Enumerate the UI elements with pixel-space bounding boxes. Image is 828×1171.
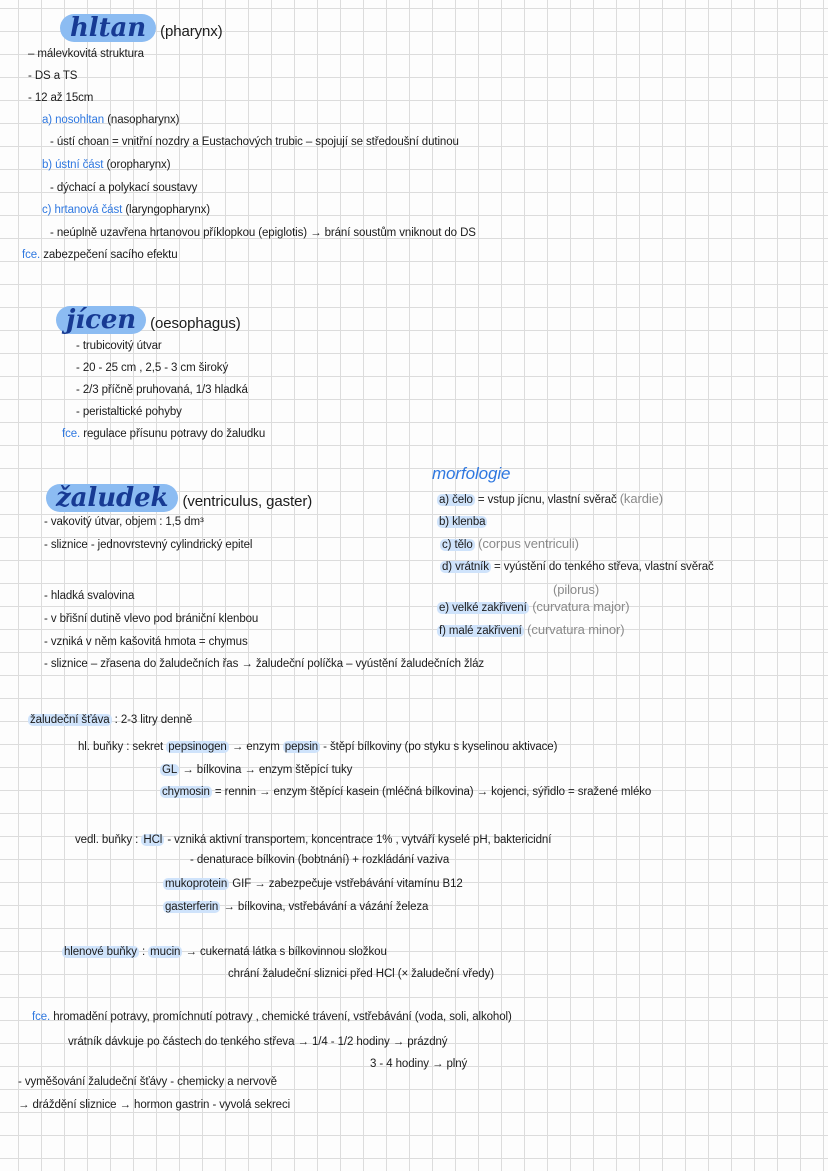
note-text: = vstup jícnu, vlastní svěrač	[474, 494, 620, 506]
note-line	[163, 899, 428, 915]
highlighted-term: e) velké zakřivení	[439, 602, 527, 614]
highlighted-term: HCl	[143, 834, 163, 846]
note-text: → cukernatá látka s bílkovinnou složkou	[182, 946, 387, 958]
section-title: hltan	[60, 14, 156, 42]
highlighted-term: chymosin	[162, 786, 210, 798]
note-line	[437, 491, 663, 508]
latin-term: (pilorus)	[553, 582, 600, 597]
blue-label: fce.	[32, 1011, 51, 1023]
note-line	[18, 1097, 290, 1113]
section-title: žaludek	[46, 484, 178, 512]
note-line	[370, 1056, 467, 1072]
note-line	[42, 157, 170, 173]
blue-label: fce.	[22, 249, 41, 261]
note-line	[50, 134, 459, 150]
highlighted-term: mucin	[150, 946, 181, 958]
latin-title: (pharynx)	[156, 23, 223, 40]
note-text: - hladká svalovina	[44, 590, 135, 602]
note-line	[62, 944, 387, 960]
note-line	[160, 762, 352, 778]
note-line	[60, 14, 223, 42]
note-text: – málevkovitá struktura	[28, 48, 144, 60]
note-text: - 20 - 25 cm , 2,5 - 3 cm široký	[76, 362, 229, 374]
note-text: vedl. buňky :	[75, 834, 142, 846]
note-text: - štěpí bílkoviny (po styku s kyselinou aktivace)	[320, 741, 558, 753]
section-title: jícen	[56, 306, 146, 334]
note-text: = vyústění do tenkého střeva, vlastní svěrač	[490, 561, 714, 573]
highlighted-term: GL	[162, 764, 178, 776]
blue-label: c) hrtanová část	[42, 204, 123, 216]
note-line	[440, 559, 714, 575]
note-text: - vyměšování žaludeční šťávy - chemicky a nervově	[18, 1076, 277, 1088]
note-line	[76, 360, 228, 376]
note-line	[44, 634, 248, 650]
highlighted-term: pepsinogen	[168, 741, 227, 753]
note-line	[44, 611, 258, 627]
note-line	[62, 426, 265, 442]
note-text: - neúplně uzavřena hrtanovou příklopkou (epiglotis) → brání soustům vniknout do DS	[50, 227, 476, 239]
highlighted-term: a) čelo	[439, 494, 473, 506]
note-line	[28, 68, 77, 84]
note-text: - 12 až 15cm	[28, 92, 94, 104]
note-line	[42, 112, 179, 128]
note-line	[28, 712, 192, 728]
note-line	[437, 599, 629, 616]
note-text: - vzniká v něm kašovitá hmota = chymus	[44, 636, 248, 648]
note-text: regulace přísunu potravy do žaludku	[80, 428, 266, 440]
note-text: → bílkovina, vstřebávání a vázání železa	[220, 901, 429, 913]
blue-label: b) ústní část	[42, 159, 104, 171]
highlighted-term: žaludeční šťáva	[30, 714, 110, 726]
subheading: morfologie	[432, 464, 511, 483]
note-line	[437, 514, 487, 530]
blue-label: a) nosohltan	[42, 114, 105, 126]
note-text: → dráždění sliznice → hormon gastrin - vyvolá sekreci	[18, 1099, 291, 1111]
note-text: (nasopharynx)	[104, 114, 180, 126]
note-text: zabezpečení sacího efektu	[40, 249, 178, 261]
note-line	[42, 202, 210, 218]
note-text: (oropharynx)	[103, 159, 171, 171]
note-text: chrání žaludeční sliznici před HCl (× žaludeční vředy)	[228, 968, 494, 980]
note-line	[28, 46, 144, 62]
latin-title: (ventriculus, gaster)	[178, 493, 313, 510]
highlighted-term: b) klenba	[439, 516, 486, 528]
note-text: GIF → zabezpečuje vstřebávání vitamínu B12	[229, 878, 463, 890]
note-line	[28, 90, 93, 106]
note-text: vrátník dávkuje po částech do tenkého střeva → 1/4 - 1/2 hodiny → prázdný	[68, 1036, 448, 1048]
highlighted-term: mukoprotein	[165, 878, 228, 890]
note-line	[160, 784, 651, 800]
note-line	[50, 225, 476, 241]
note-line	[190, 852, 449, 868]
note-text: - vakovitý útvar, objem : 1,5 dm³	[44, 516, 204, 528]
note-line	[44, 588, 134, 604]
note-line	[440, 536, 579, 553]
note-line	[44, 514, 204, 530]
highlighted-term: pepsin	[284, 741, 319, 753]
note-line	[68, 1034, 447, 1050]
note-text: 3 - 4 hodiny → plný	[370, 1058, 468, 1070]
note-text: hl. buňky : sekret	[78, 741, 167, 753]
latin-term: (curvatura major)	[528, 599, 630, 614]
highlighted-term: gasterferin	[165, 901, 219, 913]
note-text: : 2-3 litry denně	[111, 714, 193, 726]
note-line	[76, 338, 162, 354]
note-text: - vzniká aktivní transportem, koncentrace 1% , vytváří kyselé pH, baktericidní	[164, 834, 552, 846]
note-text: - trubicovitý útvar	[76, 340, 162, 352]
highlighted-term: hlenové buňky	[64, 946, 137, 958]
note-line	[553, 582, 599, 599]
note-text: - 2/3 příčně pruhovaná, 1/3 hladká	[76, 384, 248, 396]
note-line	[432, 466, 510, 484]
latin-term: (kardie)	[619, 491, 663, 506]
note-text: - dýchací a polykací soustavy	[50, 182, 198, 194]
note-text: hromadění potravy, promíchnutí potravy , chemické trávení, vstřebávání (voda, soli, alkohol)	[50, 1011, 512, 1023]
note-line	[76, 382, 248, 398]
note-text: = rennin → enzym štěpící kasein (mléčná bílkovina) → kojenci, sýřidlo = sražené mléko	[211, 786, 652, 798]
note-text: → bílkovina → enzym štěpící tuky	[179, 764, 353, 776]
note-text: - DS a TS	[28, 70, 78, 82]
note-line	[75, 832, 551, 848]
highlighted-term: c) tělo	[442, 539, 473, 551]
latin-title: (oesophagus)	[146, 315, 241, 332]
note-text: → enzym	[228, 741, 283, 753]
latin-term: (corpus ventriculi)	[474, 536, 579, 551]
note-line	[163, 876, 463, 892]
note-text: - denaturace bílkovin (bobtnání) + rozkládání vaziva	[190, 854, 450, 866]
highlighted-term: f) malé zakřivení	[439, 625, 522, 637]
note-line	[228, 966, 494, 982]
note-line	[44, 656, 484, 672]
note-line	[32, 1009, 512, 1025]
latin-term: (curvatura minor)	[523, 622, 625, 637]
note-text: - peristaltické pohyby	[76, 406, 182, 418]
note-line	[76, 404, 182, 420]
note-line	[18, 1074, 277, 1090]
note-line	[50, 180, 197, 196]
note-line	[22, 247, 178, 263]
note-text: :	[138, 946, 149, 958]
note-line	[56, 306, 241, 334]
note-line	[46, 484, 312, 512]
note-text: - ústí choan = vnitřní nozdry a Eustachových trubic – spojují se středoušní dutinou	[50, 136, 459, 148]
note-line	[44, 537, 252, 553]
note-line	[78, 739, 557, 755]
note-text: - sliznice - jednovrstevný cylindrický epitel	[44, 539, 253, 551]
note-text: (laryngopharynx)	[122, 204, 211, 216]
blue-label: fce.	[62, 428, 81, 440]
note-text: - v břišní dutině vlevo pod brániční klenbou	[44, 613, 259, 625]
note-line	[437, 622, 624, 639]
highlighted-term: d) vrátník	[442, 561, 489, 573]
note-text: - sliznice – zřasena do žaludečních řas → žaludeční políčka – vyústění žaludečních žláz	[44, 658, 485, 670]
